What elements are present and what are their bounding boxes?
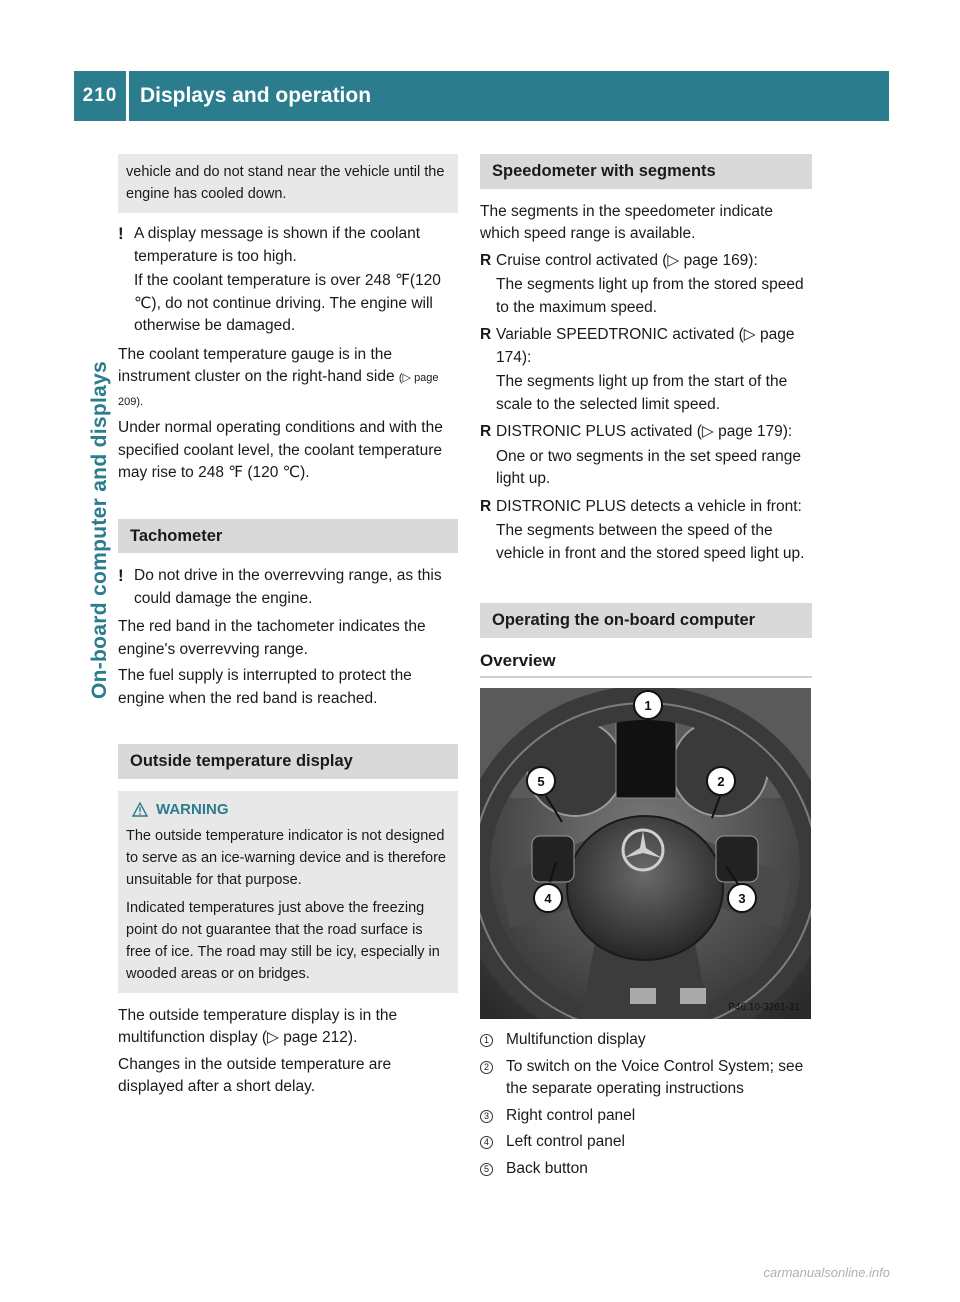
bullet-text: The segments between the speed of the vehicle in front and the stored speed light up.: [496, 522, 805, 562]
legend-number: 3: [480, 1110, 493, 1123]
figure-code: P46.10-3261-31: [728, 1002, 800, 1013]
warning-label: WARNING: [156, 800, 229, 818]
legend-item: [480, 1029, 812, 1052]
coolant-notice: [118, 223, 458, 340]
paragraph: The fuel supply is interrupted to protect the engine when the red band is reached.: [118, 667, 412, 707]
section-heading-on-board-computer: Operating the on-board computer: [480, 603, 812, 638]
list-item: [480, 250, 812, 322]
warning-text: The outside temperature indicator is not designed to serve as an ice-warning device and is therefore unsuitable for that purpose.: [126, 827, 446, 888]
callout-label: 5: [537, 774, 545, 789]
legend-item: [480, 1105, 812, 1128]
bullet-mark: R: [480, 497, 492, 515]
callout-label: 4: [544, 891, 552, 906]
side-tab-label: On-board computer and displays: [88, 360, 111, 700]
legend-item: [480, 1158, 812, 1181]
legend-number: 4: [480, 1136, 493, 1149]
bullet-title: DISTRONIC PLUS activated (▷ page 179):: [496, 423, 793, 440]
callout-label: 1: [644, 698, 652, 713]
header-separator: [126, 71, 129, 121]
notice-icon: !: [118, 224, 124, 243]
continued-warning-box: [118, 154, 458, 213]
bullet-text: The segments light up from the start of the scale to the selected limit speed.: [496, 373, 788, 413]
list-item: [480, 496, 812, 568]
bullet-mark: R: [480, 251, 492, 269]
notice-icon: !: [118, 566, 124, 585]
list-item: [480, 421, 812, 493]
bullet-mark: R: [480, 423, 492, 440]
bullet-title: Cruise control activated (▷ page 169):: [496, 251, 758, 269]
bullet-text: The segments light up from the stored speed to the maximum speed.: [496, 276, 804, 316]
paragraph: The segments in the speedometer indicate which speed range is available.: [480, 202, 773, 242]
warning-header: [126, 799, 450, 821]
legend-number: 5: [480, 1163, 493, 1176]
warning-triangle-icon: [132, 802, 148, 817]
legend-item: [480, 1056, 812, 1101]
list-item: [480, 324, 812, 418]
section-heading-speedometer: Speedometer with segments: [480, 154, 812, 189]
steering-wheel-illustration: [480, 688, 811, 1019]
legend-number: 1: [480, 1034, 493, 1047]
notice-text: A display message is shown if the coolant temperature is too high.: [134, 225, 421, 265]
page-number: 210: [82, 85, 118, 106]
legend-text: Back button: [506, 1159, 588, 1177]
callout-label: 3: [738, 891, 746, 906]
paragraph: The red band in the tachometer indicates the engine's overrevving range.: [118, 618, 426, 658]
steering-wheel-figure: [480, 688, 811, 1019]
bullet-title: DISTRONIC PLUS detects a vehicle in front:: [496, 497, 802, 515]
paragraph: Changes in the outside temperature are displayed after a short delay.: [118, 1055, 392, 1095]
bullet-title: Variable SPEEDTRONIC activated (▷ page 174):: [496, 326, 795, 366]
legend-text: Right control panel: [506, 1106, 636, 1124]
subheading-overview: Overview: [480, 650, 812, 679]
page-title: Displays and operation: [140, 84, 372, 107]
notice-text: Do not drive in the overrevving range, as this could damage the engine.: [134, 567, 442, 607]
legend-number: 2: [480, 1061, 493, 1074]
callout-label: 2: [717, 774, 725, 789]
warning-box: [118, 791, 458, 993]
page-reference[interactable]: (▷ page 209).: [118, 372, 439, 408]
section-heading-tachometer: Tachometer: [118, 519, 458, 554]
paragraph-text: The coolant temperature gauge is in the instrument cluster on the right-hand side: [118, 345, 395, 385]
bullet-mark: R: [480, 326, 492, 343]
right-column: [480, 154, 812, 1184]
legend-item: [480, 1131, 812, 1154]
bullet-text: One or two segments in the set speed range light up.: [496, 447, 802, 487]
paragraph: The outside temperature display is in the multifunction display (▷ page 212).: [118, 1006, 398, 1046]
legend-text: To switch on the Voice Control System; see the separate operating instructions: [506, 1057, 804, 1097]
warning-text: Indicated temperatures just above the freezing point do not guarantee that the road surface is free of ice. The road may still be icy, especially in wooded areas or on bridges.: [126, 899, 440, 982]
paragraph: [118, 344, 458, 414]
section-heading-outside-temperature: Outside temperature display: [118, 744, 458, 779]
paragraph: Under normal operating conditions and with the specified coolant level, the coolant temperature may rise to 248 ℉ (120 ℃).: [118, 419, 443, 481]
legend-text: Left control panel: [506, 1133, 625, 1150]
continued-warning-text: vehicle and do not stand near the vehicle until the engine has cooled down.: [126, 164, 445, 202]
left-column: [118, 154, 458, 1103]
tachometer-notice: [118, 565, 458, 612]
legend-text: Multifunction display: [506, 1031, 646, 1048]
notice-text: If the coolant temperature is over 248 ℉(120 ℃), do not continue driving. The engine will otherwise be damaged.: [134, 272, 441, 334]
watermark: carmanualsonline.info: [763, 1265, 890, 1280]
